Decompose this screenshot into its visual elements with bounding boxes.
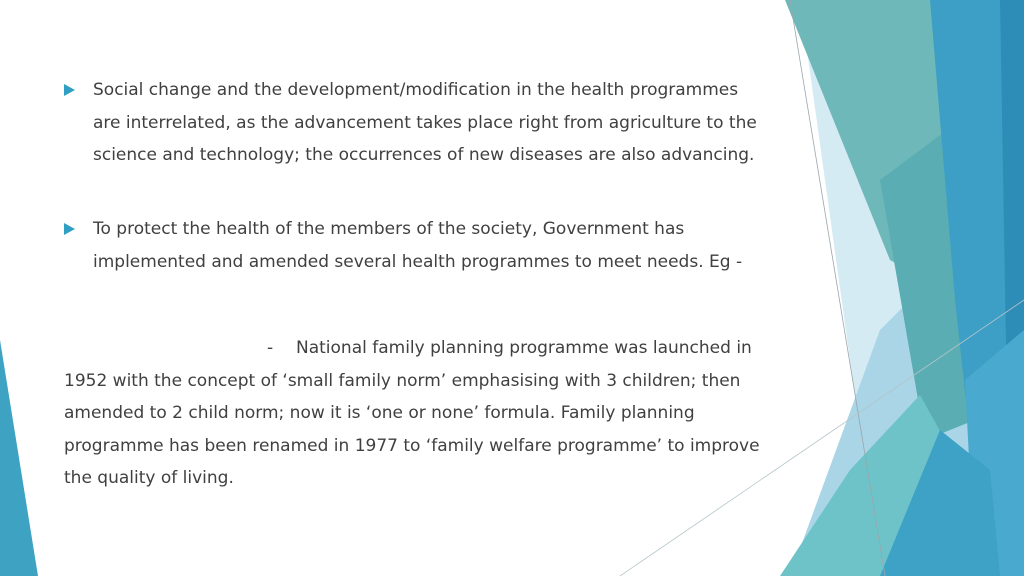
example-text: National family planning programme was launched in 1952 with the concept of ‘small family norm’ emphasising with 3 children; then amended to 2 child norm; now it is ‘one or none’ formula. Family planning programme has been renamed in 1977 to ‘family welfare programme’ to improve the quality of living.: [64, 338, 760, 488]
triangle-bullet-icon: [64, 84, 75, 96]
bullet-item: [64, 74, 764, 172]
bullet-item: [64, 213, 764, 278]
dash-marker: -: [267, 338, 274, 358]
example-paragraph: [64, 332, 784, 495]
triangle-bullet-icon: [64, 223, 75, 235]
bullet-text: Social change and the development/modification in the health programmes are interrelated, as the advancement takes place right from agriculture to the science and technology; the occurrences of new diseases are also advancing.: [93, 80, 757, 165]
bullet-text: To protect the health of the members of the society, Government has implemented and amended several health programmes to meet needs. Eg -: [93, 219, 743, 272]
